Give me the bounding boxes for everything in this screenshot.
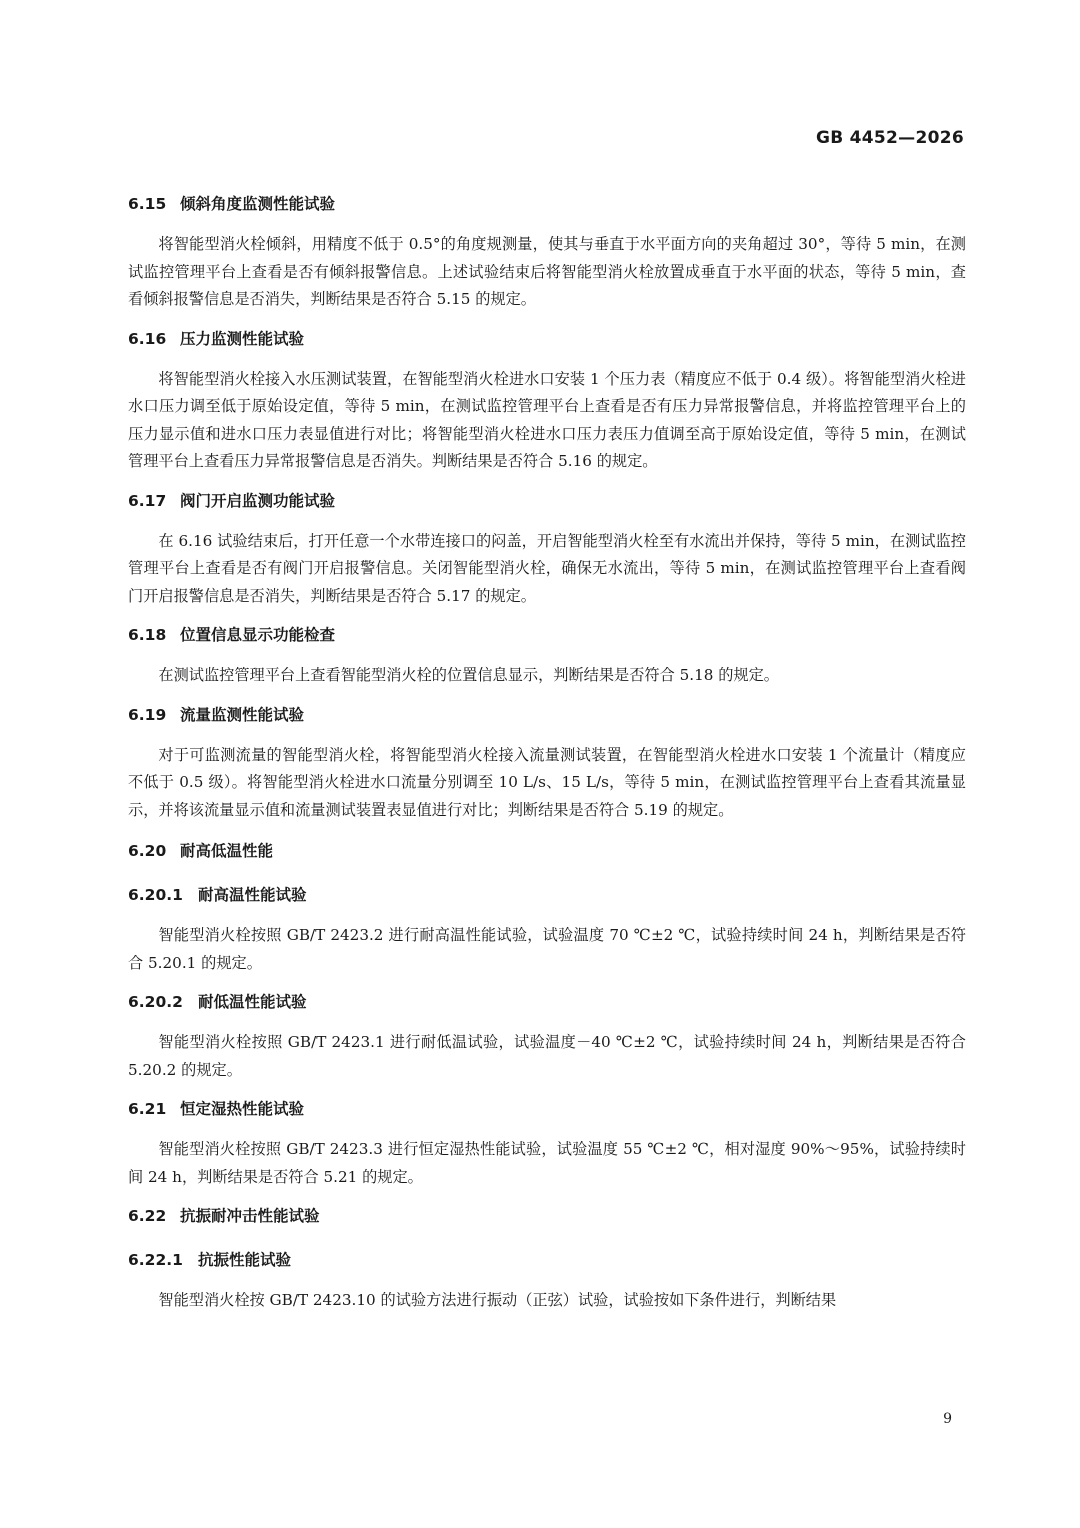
section-number: 6.17 bbox=[128, 491, 167, 510]
section-number: 6.18 bbox=[128, 626, 167, 644]
section-title: 恒定湿热性能试验 bbox=[180, 1100, 305, 1118]
subsection-heading bbox=[128, 988, 966, 1016]
section-number: 6.20 bbox=[128, 842, 167, 860]
section-heading bbox=[128, 1095, 966, 1123]
section-title: 位置信息显示功能检查 bbox=[180, 626, 336, 644]
section-number: 6.22.1 bbox=[128, 1251, 183, 1269]
section-number: 6.16 bbox=[128, 329, 167, 348]
page-number: 9 bbox=[943, 1411, 952, 1427]
section-title: 压力监测性能试验 bbox=[180, 329, 305, 348]
section-heading bbox=[128, 487, 966, 515]
section-number: 6.15 bbox=[128, 195, 167, 213]
section-heading bbox=[128, 621, 966, 649]
subsection-heading bbox=[128, 1246, 966, 1274]
section-number: 6.20.2 bbox=[128, 993, 183, 1011]
document-code: GB 4452—2026 bbox=[815, 128, 964, 148]
section-title: 阀门开启监测功能试验 bbox=[180, 491, 336, 510]
paragraph: 智能型消火栓按照 GB/T 2423.2 进行耐高温性能试验，试验温度 70 ℃±2 ℃，试验持续时间 24 h，判断结果是否符合 5.20.1 的规定。 bbox=[128, 926, 966, 972]
section-title: 耐高低温性能 bbox=[180, 842, 274, 860]
section-title: 倾斜角度监测性能试验 bbox=[180, 195, 336, 213]
paragraph: 智能型消火栓按照 GB/T 2423.3 进行恒定湿热性能试验，试验温度 55 ℃±2 ℃，相对湿度 90%～95%，试验持续时间 24 h，判断结果是否符合 5.21 的规定。 bbox=[128, 1140, 966, 1186]
paragraph: 智能型消火栓按照 GB/T 2423.1 进行耐低温试验，试验温度－40 ℃±2 ℃，试验持续时间 24 h，判断结果是否符合 5.20.2 的规定。 bbox=[128, 1033, 966, 1079]
paragraph: 在 6.16 试验结束后，打开任意一个水带连接口的闷盖，开启智能型消火栓至有水流出并保持，等待 5 min，在测试监控管理平台上查看是否有阀门开启报警信息。关闭智能型消火栓，确保无水流出，等待 5 min，在测试监控管理平台上查看阀门开启报警信息是否消失，判断结果是否符合 5.17 的规定。 bbox=[128, 531, 966, 605]
section-number: 6.21 bbox=[128, 1100, 167, 1118]
section-title: 抗振耐冲击性能试验 bbox=[180, 1207, 320, 1225]
section-title: 流量监测性能试验 bbox=[180, 705, 305, 724]
document-body bbox=[128, 190, 966, 1315]
paragraph: 将智能型消火栓倾斜，用精度不低于 0.5°的角度规测量，使其与垂直于水平面方向的夹角超过 30°，等待 5 min，在测试监控管理平台上查看是否有倾斜报警信息。上述试验结束后将智能型消火栓放置成垂直于水平面的状态，等待 5 min，查看倾斜报警信息是否消失，判断结果是否符合 5.15 的规定。 bbox=[128, 235, 966, 308]
section-title: 耐低温性能试验 bbox=[198, 993, 307, 1011]
paragraph: 在测试监控管理平台上查看智能型消火栓的位置信息显示，判断结果是否符合 5.18 的规定。 bbox=[158, 666, 779, 684]
section-heading bbox=[128, 325, 966, 353]
section-heading bbox=[128, 190, 966, 218]
section-number: 6.19 bbox=[128, 705, 167, 724]
section-title: 抗振性能试验 bbox=[198, 1251, 292, 1269]
section-heading bbox=[128, 1202, 966, 1230]
section-number: 6.22 bbox=[128, 1207, 167, 1225]
section-number: 6.20.1 bbox=[128, 886, 183, 904]
paragraph: 智能型消火栓按 GB/T 2423.10 的试验方法进行振动（正弦）试验，试验按如下条件进行，判断结果 bbox=[158, 1291, 837, 1309]
paragraph: 将智能型消火栓接入水压测试装置，在智能型消火栓进水口安装 1 个压力表（精度应不低于 0.4 级）。将智能型消火栓进水口压力调至低于原始设定值，等待 5 min，在测试监控管理平台上查看是否有压力异常报警信息，并将监控管理平台上的压力显示值和进水口压力表显值进行对比；将智能型消火栓进水口压力表压力值调至高于原始设定值，等待 5 min，在测试管理平台上查看压力异常报警信息是否消失。判断结果是否符合 5.16 的规定。 bbox=[128, 369, 966, 470]
section-title: 耐高温性能试验 bbox=[198, 886, 307, 904]
paragraph: 对于可监测流量的智能型消火栓，将智能型消火栓接入流量测试装置，在智能型消火栓进水口安装 1 个流量计（精度应不低于 0.5 级）。将智能型消火栓进水口流量分别调至 10 L/s、15 L/s，等待 5 min，在测试监控管理平台上查看其流量显示，并将该流量显示值和流量测试装置表显值进行对比；判断结果是否符合 5.19 的规定。 bbox=[128, 745, 966, 819]
section-heading bbox=[128, 701, 966, 729]
section-heading bbox=[128, 837, 966, 865]
subsection-heading bbox=[128, 881, 966, 909]
